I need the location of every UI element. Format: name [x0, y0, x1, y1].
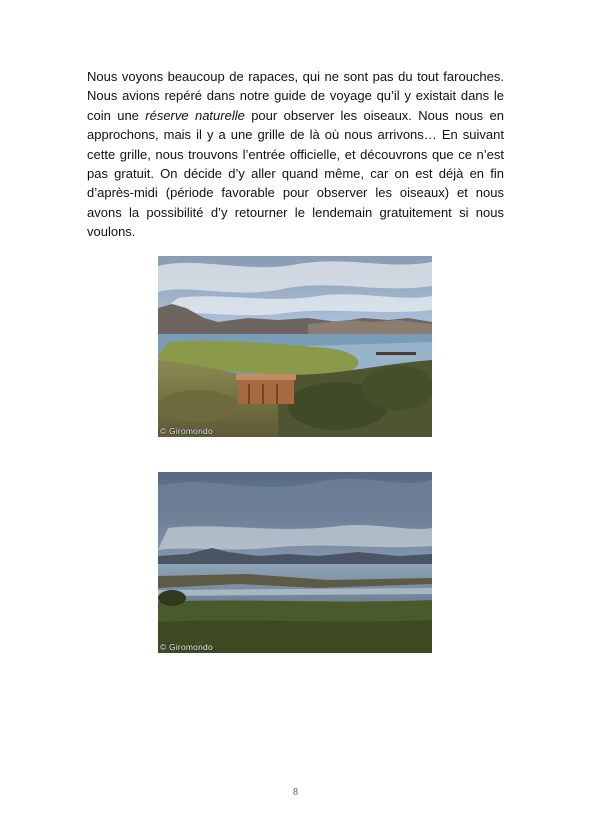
photo-lake-evening [158, 472, 432, 653]
photo-reserve-hide [158, 256, 432, 437]
body-paragraph [87, 67, 504, 242]
photo-credit: © Giromondo [160, 642, 213, 652]
paragraph-text-start: Nous voyons beaucoup de rapaces, qui ne sont pas du tout farouches. Nous avions repéré dans notre guide de voyage qu’il y existait dans le coin une [87, 69, 504, 123]
paragraph-text-end: pour observer les oiseaux. Nous nous en approchons, mais il y a une grille de là où nous arrivons… En suivant cette grille, nous trouvons l’entrée officielle, et découvrons que ce n’est pas gratuit. On décide d’y aller quand même, car on est déjà en fin d’après-midi (période favorable pour observer les oiseaux) et nous avons la possibilité d’y retourner le lendemain gratuitement si nous voulons. [87, 107, 504, 240]
landscape-photo-image [158, 472, 432, 653]
landscape-photo-image [158, 256, 432, 437]
photo-credit: © Giromondo [160, 426, 213, 436]
paragraph-italic-term: réserve naturelle [145, 107, 245, 123]
page-number: 8 [293, 787, 298, 798]
